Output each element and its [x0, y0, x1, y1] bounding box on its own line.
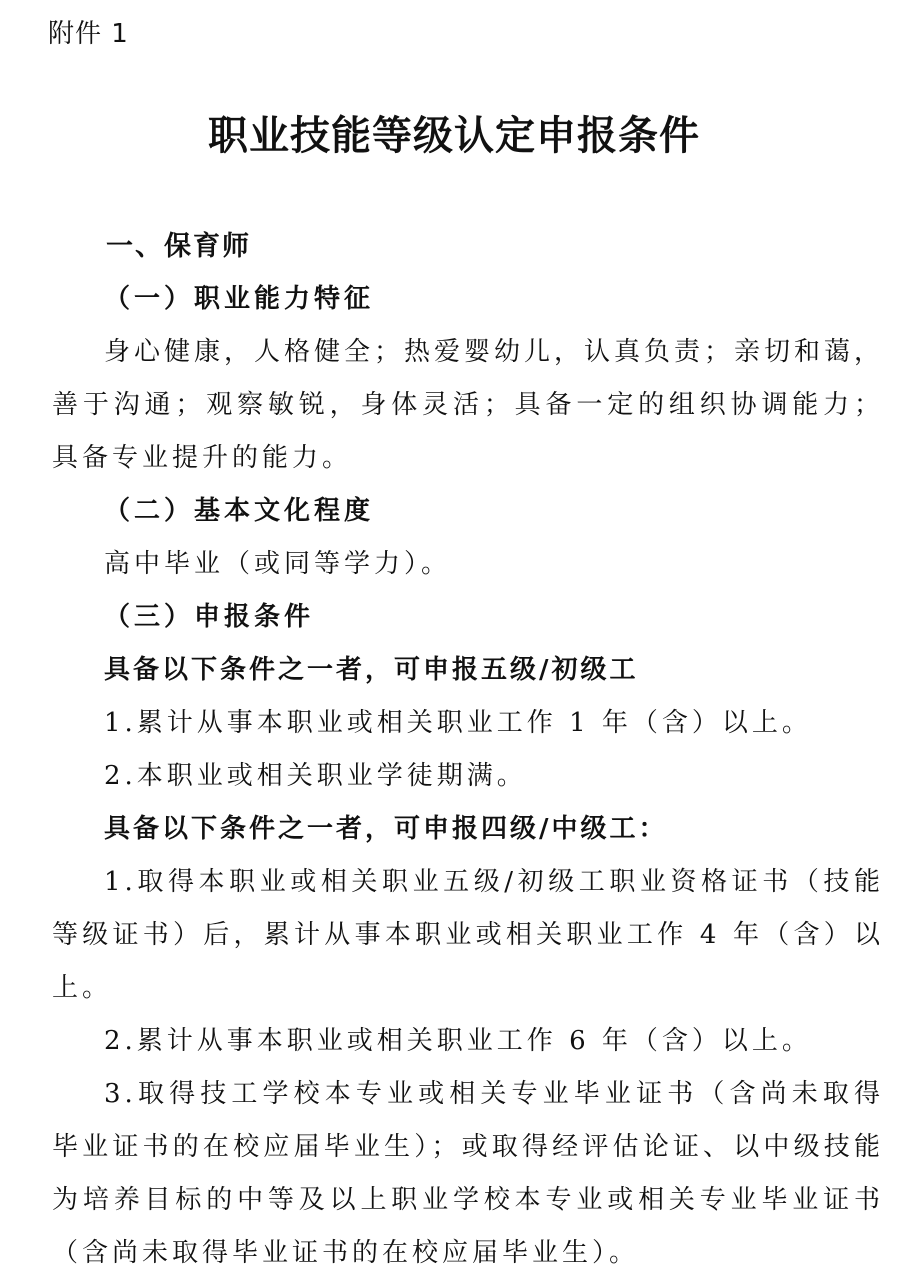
document-body — [52, 220, 884, 1280]
level4-item-1: 1.取得本职业或相关职业五级/初级工职业资格证书（技能等级证书）后，累计从事本职业或相关职业工作 4 年（含）以上。 — [52, 867, 884, 1003]
section-heading-nursery-teacher: 一、保育师 — [106, 231, 251, 262]
level4-item-3: 3.取得技工学校本专业或相关专业毕业证书（含尚未取得毕业证书的在校应届毕业生）；或取得经评估论证、以中级技能为培养目标的中等及以上职业学校本专业或相关专业毕业证书（含尚未取得毕业证书的在校应届毕业生）。 — [52, 1079, 884, 1268]
paragraph-education: 高中毕业（或同等学力）。 — [104, 549, 452, 579]
level5-item-1: 1.累计从事本职业或相关职业工作 1 年（含）以上。 — [104, 708, 812, 738]
subsection-heading-education: （二）基本文化程度 — [104, 496, 375, 526]
attachment-label: 附件 1 — [48, 19, 129, 49]
level4-heading: 具备以下条件之一者，可申报四级/中级工： — [104, 814, 668, 844]
document-title: 职业技能等级认定申报条件 — [208, 113, 700, 159]
level5-heading: 具备以下条件之一者，可申报五级/初级工 — [104, 655, 639, 685]
level4-item-2: 2.累计从事本职业或相关职业工作 6 年（含）以上。 — [104, 1026, 812, 1056]
subsection-heading-conditions: （三）申报条件 — [104, 602, 315, 632]
paragraph-ability: 身心健康，人格健全；热爱婴幼儿，认真负责；亲切和蔼，善于沟通；观察敏锐，身体灵活；具备一定的组织协调能力；具备专业提升的能力。 — [52, 337, 885, 473]
level5-item-2: 2.本职业或相关职业学徒期满。 — [104, 761, 527, 791]
subsection-heading-ability: （一）职业能力特征 — [104, 284, 375, 314]
